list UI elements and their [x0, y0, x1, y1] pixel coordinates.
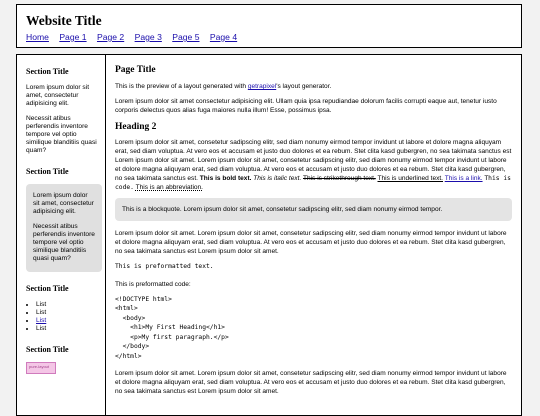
- list-item: • List: [36, 309, 102, 317]
- heading-2: Heading 2: [115, 122, 157, 132]
- list-item: [36, 317, 102, 325]
- sidebar-section-title: Section Title: [26, 284, 69, 293]
- list-item: • List: [36, 325, 102, 333]
- nav-link-page-2[interactable]: Page 2: [96, 32, 125, 42]
- bold-text: This is bold text.: [199, 175, 252, 182]
- main-content: [105, 54, 522, 416]
- preformatted-code-label: This is preformatted code:: [115, 280, 191, 288]
- preformatted-text: This is preformatted text.: [115, 263, 214, 270]
- sidebar-text: Lorem ipsum dolor sit amet, consectetur adipisicing elit.: [26, 84, 90, 107]
- strikethrough-text: This is strikethrough text.: [303, 175, 376, 182]
- nav-link-page-3[interactable]: Page 3: [134, 32, 162, 42]
- nav-link-home[interactable]: Home: [26, 32, 49, 42]
- paragraph: Lorem ipsum dolor sit amet. Lorem ipsum dolor sit amet, consetetur sadipscing elitr, sed diam nonumy eirmod tempor invidunt ut labore et dolore magna aliquyam erat, sed diam voluptua. At vero eos et accusam et justo duo dolores et ea rebum. Stet clita kasd gubergren, no sea takimata sanctus est Lorem ipsum dolor sit amet.: [115, 370, 507, 395]
- intro-text-end: 's layout generator.: [276, 83, 332, 90]
- sidebar-section-title: Section Title: [26, 167, 69, 176]
- paragraph: Lorem ipsum dolor sit amet consectetur adipisicing elit. Ullam quia ipsa repudiandae dolorum facilis corrupti eaque aut, tenetur iusto corporis delectus quos alias fuga maiores nulla illum! Esse, possimus ipsa.: [115, 98, 497, 114]
- sidebar-section-title: Section Title: [26, 345, 69, 354]
- blockquote: This is a blockquote. Lorem ipsum dolor sit amet, consetetur sadipscing elitr, sed diam nonumy eirmod tempor.: [115, 198, 512, 221]
- sidebar-image: pure-layout: [26, 362, 56, 374]
- italic-text: This is italic text.: [253, 175, 302, 182]
- sidebar-text: Lorem ipsum dolor sit amet, consectetur adipisicing elit.: [33, 192, 94, 215]
- nav-link-page-5[interactable]: Page 5: [172, 32, 200, 42]
- paragraph: Lorem ipsum dolor sit amet. Lorem ipsum dolor sit amet, consetetur sadipscing elitr, sed diam nonumy eirmod tempor invidunt ut labore et dolore magna aliquyam erat, sed diam voluptua. At vero eos et accusam et justo duo dolores et ea rebum. Stet clita kasd gubergren, no sea takimata sanctus est Lorem ipsum dolor sit amet.: [115, 230, 507, 255]
- paragraph-text: Lorem ipsum dolor sit amet, consetetur sadipscing elitr, sed diam nonumy eirmod tempor invidunt ut labore et dolore magna aliquyam erat, sed diam voluptua. At vero eos et accusam et justo duo dolores et ea rebum. Stet clita kasd gubergren, no sea takimata sanctus est Lorem ipsum dolor sit amet. Lorem ipsum dolor sit amet, consetetur sadipscing elitr, sed diam nonumy eirmod tempor invidunt ut labore et dolore magna aliquyam erat, sed diam voluptua. At vero eos et accusam et justo duo dolores et ea rebum. Stet clita kasd gubergren, no sea takimata sanctus est.: [115, 139, 512, 182]
- nav-link-page-1[interactable]: Page 1: [59, 32, 87, 42]
- site-title: Website Title: [26, 13, 102, 28]
- inline-code: This is code.: [115, 175, 511, 191]
- sidebar-section-title: Section Title: [26, 67, 69, 76]
- sidebar-list: [26, 301, 102, 333]
- sidebar-highlight-box: [26, 184, 102, 272]
- sidebar-text: Necessit atibus perferendis inventore tempore vel optio similique blanditiis quasi quam?: [26, 115, 97, 154]
- intro-text: This is the preview of a layout generated with: [115, 83, 248, 90]
- sidebar-text: Necessit atibus perferendis inventore tempore vel optio similique blanditiis quasi quam?: [33, 223, 95, 262]
- list-item-link[interactable]: List: [36, 317, 47, 324]
- sidebar: [16, 54, 112, 416]
- abbreviation: This is an abbreviation.: [135, 184, 203, 191]
- site-header: [16, 4, 522, 48]
- code-block: <!DOCTYPE html> <html> <body> <h1>My First Heading</h1> <p>My first paragraph.</p> </body> </html>: [115, 295, 229, 360]
- formatted-paragraph: [115, 138, 512, 192]
- underlined-text: This is underlined text.: [377, 175, 444, 182]
- inline-link[interactable]: This is a link.: [444, 175, 483, 182]
- intro-paragraph: [115, 82, 512, 91]
- nav-link-page-4[interactable]: Page 4: [209, 32, 238, 42]
- list-item: • List: [36, 301, 102, 309]
- generator-link[interactable]: getrapixel: [247, 83, 277, 90]
- main-nav: [26, 32, 245, 42]
- page-title: Page Title: [115, 65, 156, 75]
